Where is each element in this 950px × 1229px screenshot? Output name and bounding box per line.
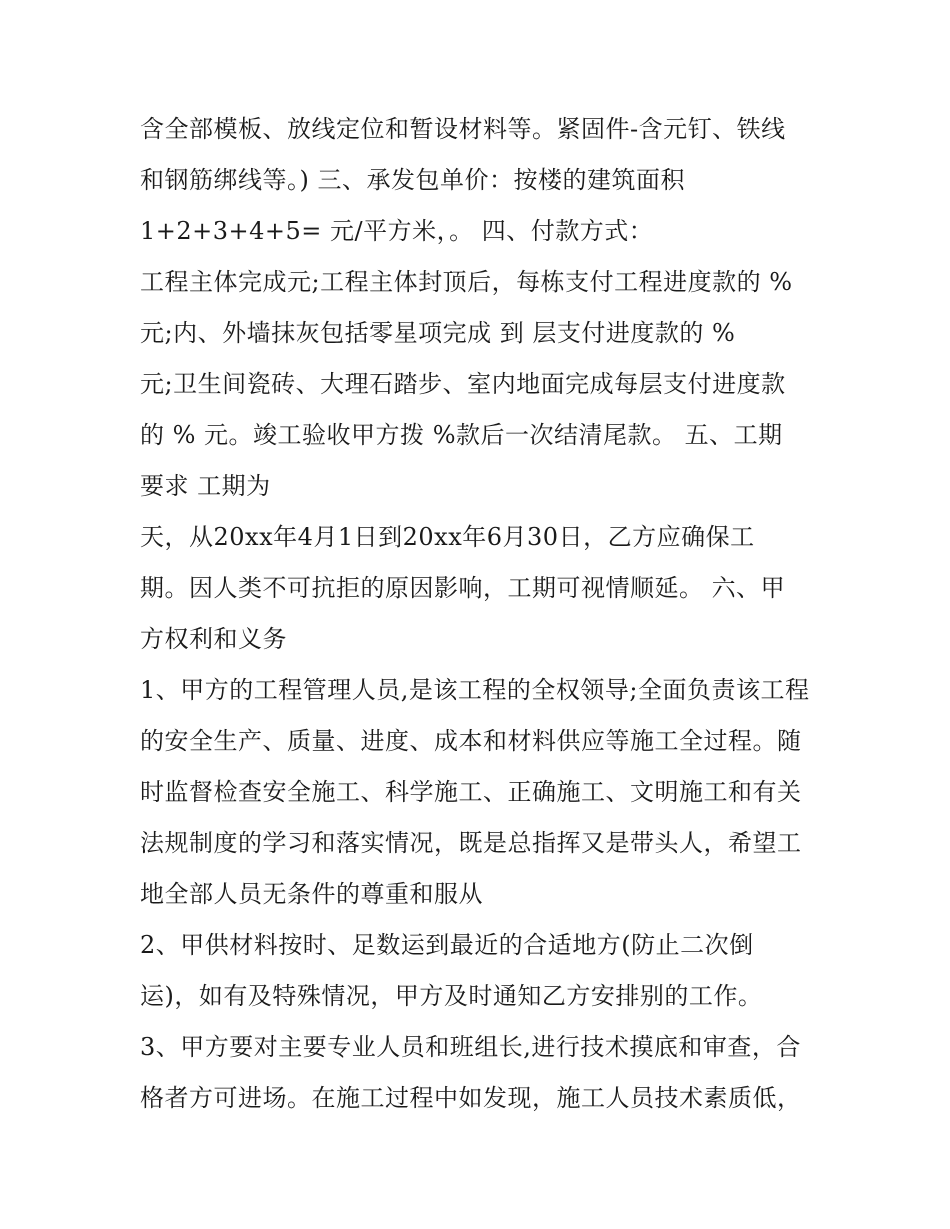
- text-line-13: 的安全生产、质量、进度、成本和材料供应等施工全过程。随: [140, 727, 802, 755]
- text-line-12: 1、甲方的工程管理人员,是该工程的全权领导;全面负责该工程: [140, 676, 810, 704]
- text-line-1: 含全部模板、放线定位和暂设材料等。紧固件-含元钉、铁线: [140, 115, 786, 143]
- text-line-4: 工程主体完成元;工程主体封顶后，每栋支付工程进度款的 %: [140, 268, 793, 296]
- text-line-6: 元;卫生间瓷砖、大理石踏步、室内地面完成每层支付进度款: [140, 370, 786, 398]
- text-line-20: 格者方可进场。在施工过程中如发现，施工人员技术素质低，: [140, 1084, 802, 1112]
- text-line-17: 2、甲供材料按时、足数运到最近的合适地方(防止二次倒: [140, 931, 754, 959]
- text-line-3: 1+2+3+4+5= 元/平方米，。 四、付款方式：: [140, 217, 654, 245]
- text-line-16: 地全部人员无条件的尊重和服从: [140, 880, 483, 908]
- text-line-10: 期。因人类不可抗拒的原因影响，工期可视情顺延。 六、甲: [140, 574, 786, 602]
- text-line-8: 要求 工期为: [140, 472, 271, 500]
- text-line-2: 和钢筋绑线等。) 三、承发包单价：按楼的建筑面积: [140, 166, 685, 194]
- text-line-19: 3、甲方要对主要专业人员和班组长,进行技术摸底和审查，合: [140, 1033, 801, 1061]
- text-line-5: 元;内、外墙抹灰包括零星项完成 到 层支付进度款的 %: [140, 319, 736, 347]
- text-line-11: 方权利和义务: [140, 625, 287, 653]
- text-line-9: 天，从20xx年4月1日到20xx年6月30日，乙方应确保工: [140, 523, 755, 551]
- text-line-18: 运)，如有及特殊情况，甲方及时通知乙方安排别的工作。: [140, 982, 763, 1010]
- text-line-14: 时监督检查安全施工、科学施工、正确施工、文明施工和有关: [140, 778, 802, 806]
- text-line-15: 法规制度的学习和落实情况，既是总指挥又是带头人，希望工: [140, 829, 802, 857]
- text-line-7: 的 % 元。竣工验收甲方拨 %款后一次结清尾款。 五、工期: [140, 421, 783, 449]
